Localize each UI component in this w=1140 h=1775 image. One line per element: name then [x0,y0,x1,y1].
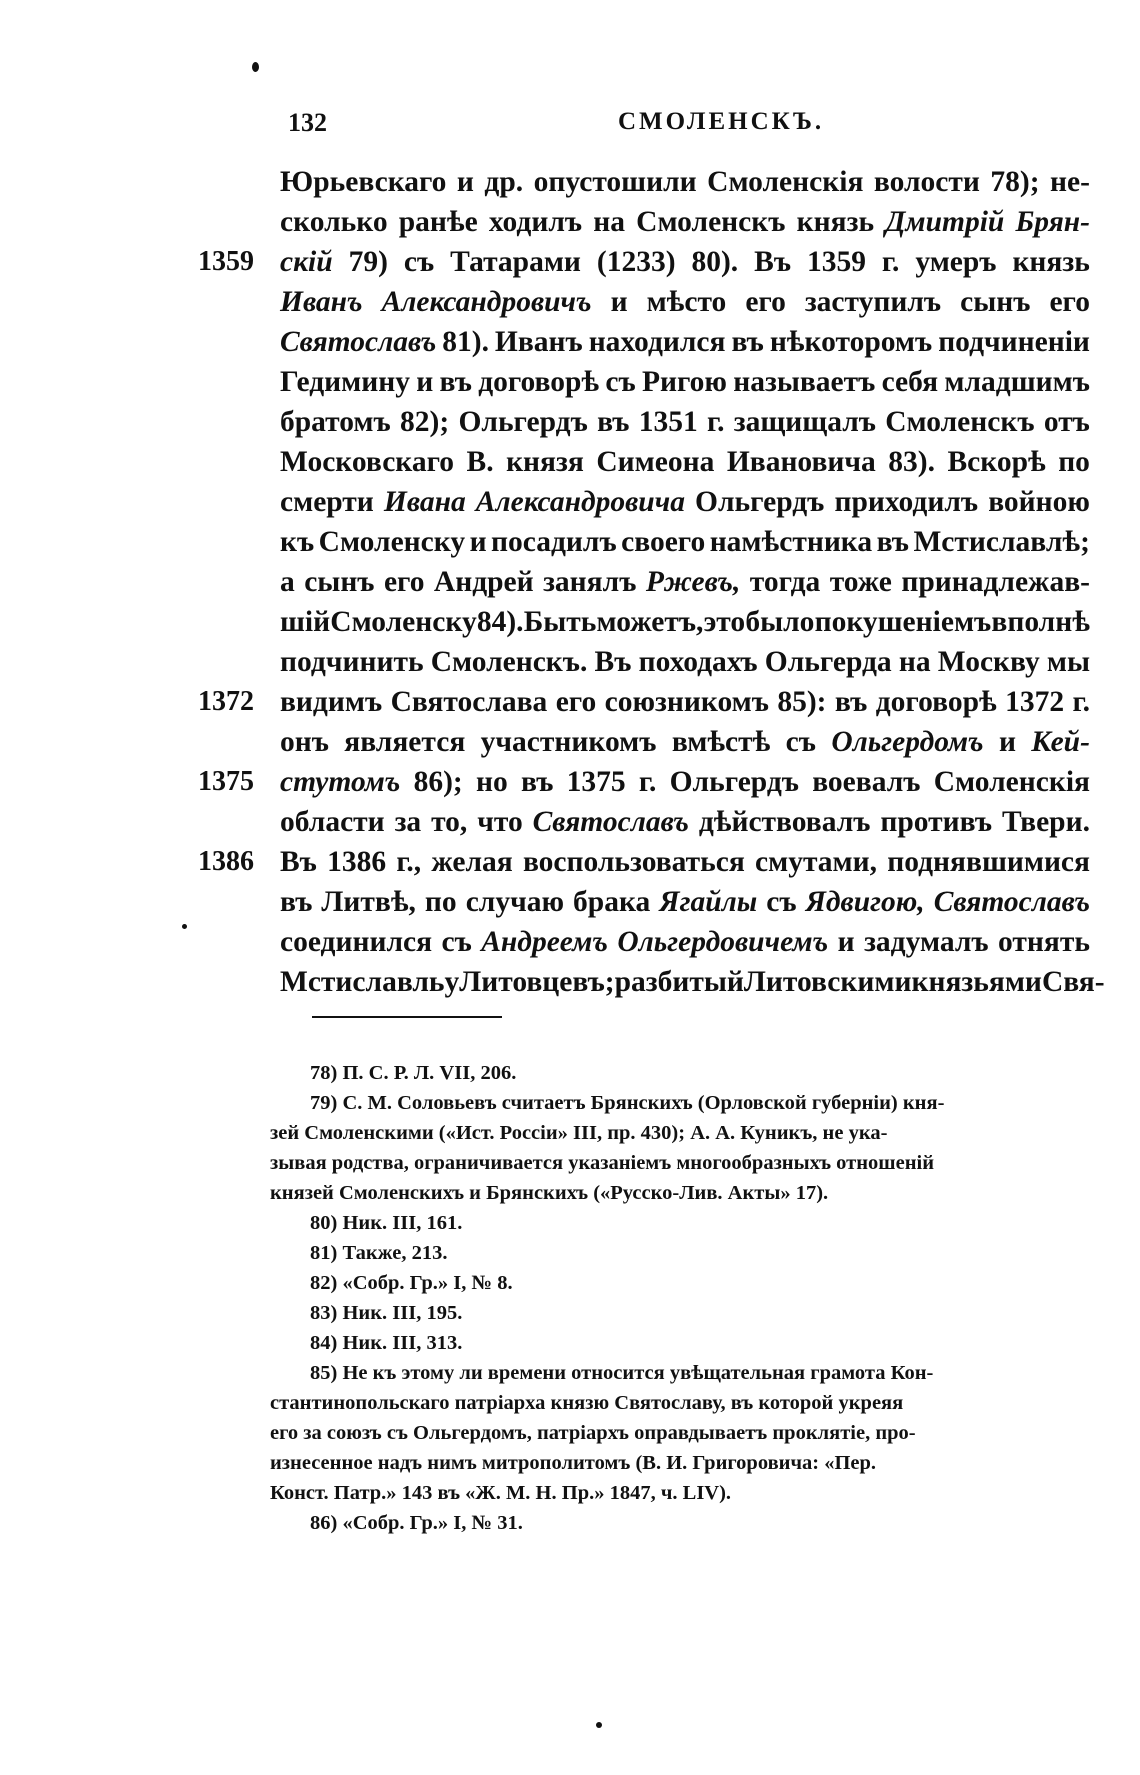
word: воевалъ [812,766,921,798]
word: Ольгердъ [669,766,799,798]
margin-year-1359: 1359 [198,246,254,277]
footnote-79-cont: зывая родства, ограничивается указаніемъ многообразныхъ отношеній [270,1152,935,1174]
word: себя [881,366,939,398]
word: но [476,766,508,798]
word: Смоленскъ [636,206,786,238]
word: смутами, [755,846,878,878]
word: называетъ [733,366,876,398]
text-line [280,282,1090,322]
word: его [383,566,425,598]
page-header [288,108,988,144]
text-line [280,322,1090,362]
word: подчинить [280,646,424,678]
footnote-79-cont: зей Смоленскими («Ист. Россіи» III, пр. 430); А. А. Куникъ, не ука- [270,1122,888,1144]
word: 82); [400,406,450,438]
footnote-85-cont: изнесенное надъ нимъ митрополитомъ (В. И. Григоровича: «Пер. [270,1452,877,1474]
word: Литовцевъ; [459,966,615,998]
footnote-80: 80) Ник. III, 161. [310,1212,463,1234]
word: то, [431,806,468,838]
text-line [280,842,1090,882]
word: къ [280,526,315,558]
word: отъ [1043,406,1090,438]
footnote-85: 85) Не къ этому ли времени относится увѣщательная грамота Кон- [310,1362,934,1384]
word: онъ [280,726,329,758]
word: Андрей [433,566,534,598]
word: Юрьевскаго [280,166,447,198]
word: ходилъ [488,206,583,238]
word: его [1049,286,1090,318]
word: Александровичъ [381,286,592,318]
word: Смоленскія [707,166,864,198]
word: за [394,806,422,838]
word: 80). [691,246,739,278]
footnote-84: 84) Ник. III, 313. [310,1332,463,1354]
word: съ [605,366,636,398]
word: Святославъ [532,806,689,838]
footnote-83: 83) Ник. III, 195. [310,1302,463,1324]
word: Ольгерда [764,646,892,678]
footnote-85-cont: стантинопольскаго патріарха князю Святославу, въ которой укреяя [270,1392,904,1414]
text-line [280,442,1090,482]
word: сынъ [960,286,1031,318]
word: войною [988,486,1090,518]
text-line [280,682,1090,722]
word: по [1058,446,1090,478]
word: 78); [990,166,1040,198]
word: Иванъ [280,286,363,318]
word: посадилъ [491,526,617,558]
word: не- [1050,166,1090,198]
word: его [555,686,597,718]
word: Литвѣ, [321,886,416,918]
text-line [280,482,1090,522]
footnote-82: 82) «Собр. Гр.» I, № 8. [310,1272,513,1294]
word: по [424,886,457,918]
word: 86); [413,766,463,798]
word: противъ [880,806,993,838]
word: тоже [829,566,892,598]
word: на [898,646,931,678]
word: братомъ [280,406,391,438]
word: 79) [348,246,388,278]
word: и [416,366,434,398]
word: сколько [280,206,388,238]
word: въ [597,406,630,438]
word: соединился [280,926,433,958]
word: было [745,606,815,638]
word: подчиненіи [938,326,1090,358]
word: князя [506,446,584,478]
word: и [456,166,474,198]
word: заступилъ [804,286,942,318]
word: является [344,726,466,758]
text-line [280,242,1090,282]
word: а [280,566,295,598]
word: 1386 [327,846,387,878]
word: и [469,526,487,558]
word: Ржевъ, [645,566,741,598]
footnote-85-cont: Конст. Патр.» 143 въ «Ж. М. Н. Пр.» 1847, ч. LIV). [270,1482,732,1504]
word: вполнѣ [991,606,1090,638]
word: ранѣе [398,206,478,238]
word: г., [396,846,422,878]
word: въ [280,886,313,918]
word: Мстиславль [280,966,445,998]
word: Александровича [475,486,685,518]
word: Ивановича [726,446,876,478]
word: г. [707,406,725,438]
word: у [444,966,460,998]
word: князь [796,206,875,238]
word: Ольгердомъ [831,726,984,758]
word: князьями [911,966,1042,998]
word: занялъ [543,566,637,598]
word: 85): [777,686,827,718]
word: Въ [594,646,632,678]
word: съ [441,926,472,958]
word: и [610,286,628,318]
word: вмѣстѣ [671,726,771,758]
footnotes [270,1058,1090,1538]
word: Ольгердъ [458,406,588,438]
text-line [280,762,1090,802]
word: это [703,606,746,638]
word: 84). [476,606,524,638]
word: въ [834,686,868,718]
word: нѣкоторомъ [769,326,933,358]
word: и [837,926,855,958]
word: тогда [749,566,821,598]
word: В. [466,446,494,478]
footnote-79: 79) С. М. Соловьевъ считаетъ Брянскихъ (Орловской губерніи) кня- [310,1092,945,1114]
word: его [745,286,786,318]
word: можетъ, [596,606,704,638]
word: принадлежав- [901,566,1090,598]
word: волости [873,166,980,198]
word: союзникомъ [604,686,769,718]
word: разбитый [614,966,744,998]
word: смерти [280,486,374,518]
word: отнять [998,926,1090,958]
word: Смоленскъ [885,406,1035,438]
word: шій [280,606,331,638]
word: воспользоваться [522,846,745,878]
word: 1351 [638,406,698,438]
word: Ягайлы [659,886,758,918]
word: Свя- [1041,966,1105,998]
word: мы [1046,646,1090,678]
word: стутомъ [280,766,401,798]
footnote-81: 81) Также, 213. [310,1242,448,1264]
word: съ [403,246,435,278]
word: г. [881,246,900,278]
word: и [998,726,1016,758]
text-line [280,642,1090,682]
word: въ [521,766,554,798]
word: 1359 [806,246,866,278]
word: Гедимину [280,366,410,398]
ink-speck-bottom [596,1722,602,1728]
word: въ [731,326,764,358]
word: Брян- [1015,206,1090,238]
text-line [280,362,1090,402]
word: Московскаго [280,446,455,478]
word: поднявшимися [887,846,1090,878]
word: защищалъ [733,406,876,438]
word: находился [588,326,726,358]
ink-speck-top [252,62,259,72]
word: Ольгердъ [695,486,825,518]
text-line [280,402,1090,442]
word: скій [280,246,333,278]
word: задумалъ [864,926,989,958]
word: желая [431,846,513,878]
main-text [280,162,1105,1002]
word: въ [876,526,909,558]
word: мѣсто [646,286,727,318]
word: умеръ [915,246,997,278]
text-line [280,202,1090,242]
word: Дмитрій [885,206,1005,238]
text-line [280,922,1090,962]
word: др. [484,166,524,198]
word: 1372 [1005,686,1065,718]
text-line [280,882,1090,922]
text-line [280,962,1105,1002]
word: брака [573,886,651,918]
word: Ивана [383,486,466,518]
word: Литовскими [743,966,912,998]
word: договорѣ [875,686,997,718]
word: Святославъ [280,326,437,358]
word: Святослава [390,686,548,718]
running-title: СМОЛЕНСКЪ. [618,108,825,135]
word: младшимъ [944,366,1090,398]
margin-year-1386: 1386 [198,846,254,877]
word: видимъ [280,686,383,718]
word: участникомъ [480,726,657,758]
word: Татарами [450,246,581,278]
word: на [593,206,625,238]
word: опустошили [533,166,697,198]
word: Быть [523,606,597,638]
word: съ [766,886,797,918]
word: Твери. [1001,806,1090,838]
word: приходилъ [834,486,979,518]
word: Симеона [596,446,715,478]
margin-year-1375: 1375 [198,766,254,797]
word: Вскорѣ [947,446,1046,478]
footnote-85-cont: его за союзъ съ Ольгердомъ, патріархъ оправдываетъ проклятіе, про- [270,1422,916,1444]
word: Москву [937,646,1040,678]
word: Иванъ [494,326,583,358]
word: 83). [888,446,935,478]
footnote-86: 86) «Собр. Гр.» I, № 31. [310,1512,523,1534]
word: г. [1072,686,1090,718]
ink-speck-margin [182,924,187,929]
word: Андреемъ [481,926,608,958]
word: области [280,806,385,838]
word: покушеніемъ [814,606,992,638]
word: 1375 [566,766,626,798]
word: г. [638,766,657,798]
word: (1233) [596,246,676,278]
word: Смоленску [318,526,466,558]
word: князь [1012,246,1090,278]
page-number: 132 [288,108,327,137]
word: Въ [280,846,317,878]
word: Ригою [641,366,727,398]
word: намѣстника [709,526,873,558]
text-line [280,602,1090,642]
word: своего [621,526,706,558]
footnote-78: 78) П. С. Р. Л. VII, 206. [310,1062,517,1084]
word: Ядвигою, [805,886,925,918]
text-line [280,562,1090,602]
footnote-rule [312,1016,502,1018]
word: Въ [754,246,792,278]
word: Смоленскъ. [430,646,588,678]
word: договорѣ [478,366,600,398]
word: Ольгердовичемъ [617,926,829,958]
word: Мстиславлѣ; [913,526,1090,558]
word: сынъ [304,566,375,598]
word: 81). [442,326,489,358]
text-line [280,802,1090,842]
text-line [280,522,1090,562]
word: Смоленскія [933,766,1090,798]
word: Кей- [1031,726,1090,758]
word: въ [439,366,472,398]
word: Смоленску [330,606,477,638]
text-line [280,722,1090,762]
word: что [477,806,523,838]
word: случаю [465,886,565,918]
text-line [280,162,1090,202]
word: Святославъ [933,886,1090,918]
footnote-79-cont: князей Смоленскихъ и Брянскихъ («Русско-Лив. Акты» 17). [270,1182,829,1204]
word: походахъ [638,646,758,678]
margin-year-1372: 1372 [198,686,254,717]
word: дѣйствовалъ [698,806,871,838]
word: съ [785,726,816,758]
